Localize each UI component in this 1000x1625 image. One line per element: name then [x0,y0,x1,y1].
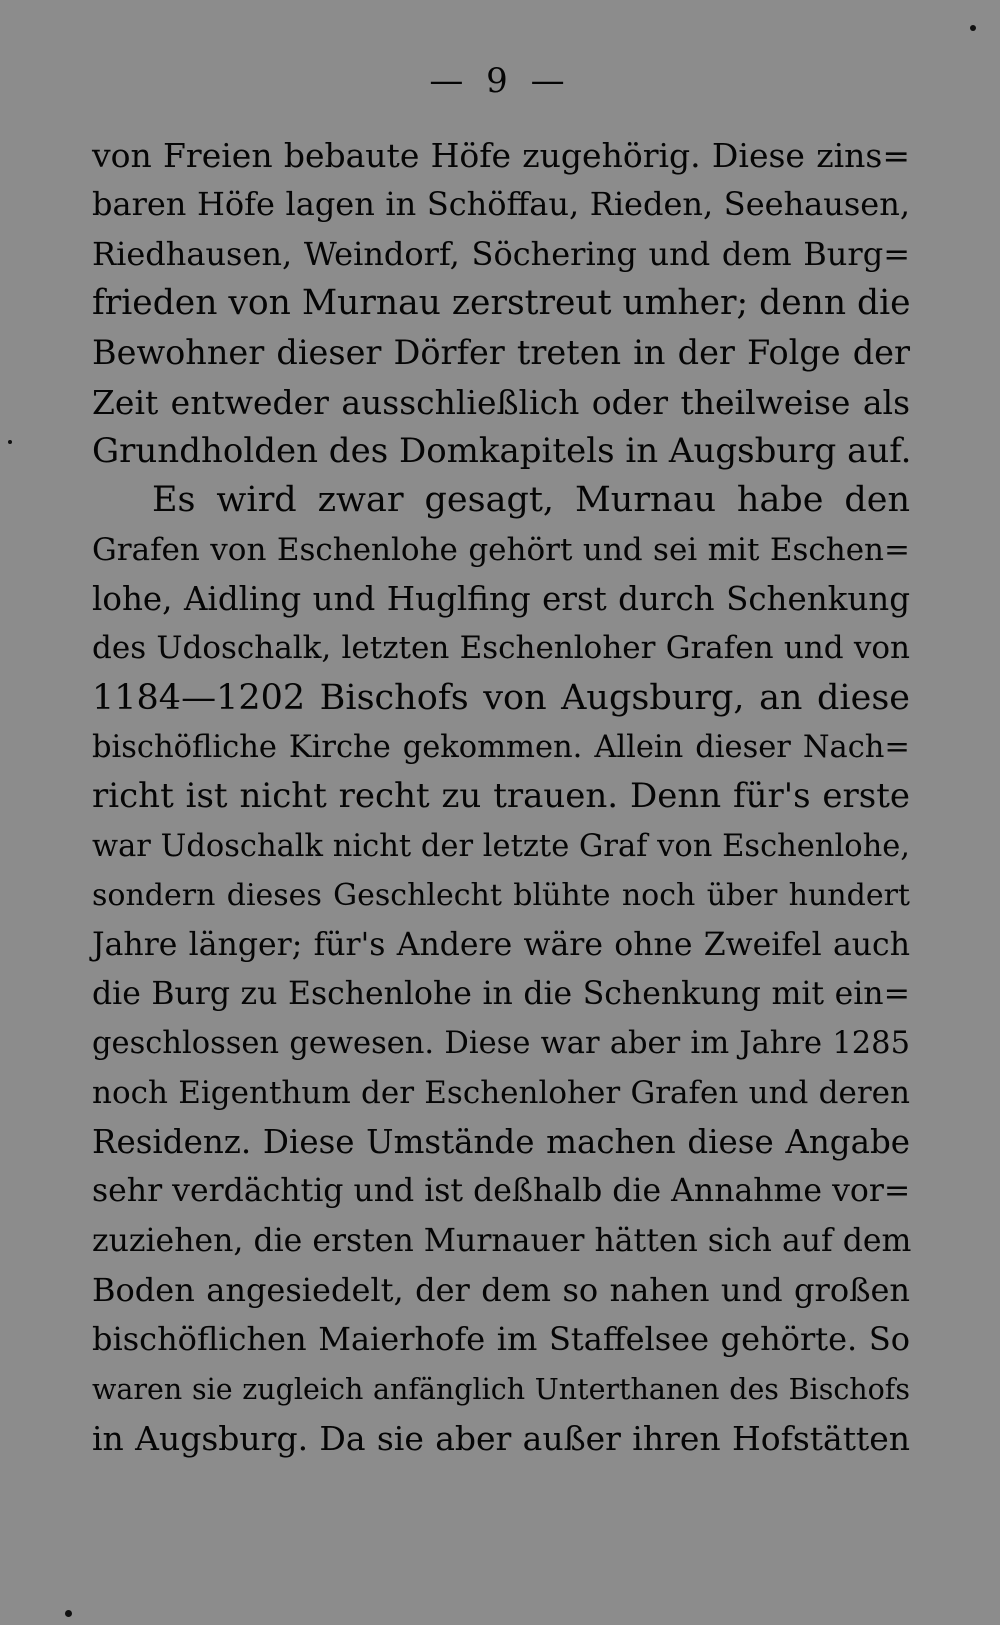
text-line: Riedhausen, Weindorf, Söchering und dem Burg= [92,234,910,273]
text-line: zuziehen, die ersten Murnauer hätten sich auf dem [92,1222,912,1259]
scan-speck [8,440,12,444]
text-line: die Burg zu Eschenlohe in die Schenkung mit ein= [92,975,910,1012]
body-text [92,131,910,1463]
text-line: bischöfliche Kirche gekommen. Allein dieser Nach= [92,730,910,766]
text-line: bischöflichen Maierhofe im Staffelsee gehörte. So [92,1320,910,1359]
text-line: Zeit entweder ausschließlich oder theilweise als [92,382,910,422]
page-number-header: — 9 — [429,61,571,101]
scan-speck [970,25,976,31]
text-line: Boden angesiedelt, der dem so nahen und großen [92,1270,910,1309]
text-line: sehr verdächtig und ist deßhalb die Annahme vor= [92,1173,911,1210]
text-line: war Udoschalk nicht der letzte Graf von Eschenlohe, [92,828,910,864]
text-line: waren sie zugleich anfänglich Unterthanen des Bischofs [92,1372,910,1406]
text-line: sondern dieses Geschlecht blühte noch über hundert [92,878,910,914]
text-line: von Freien bebaute Höfe zugehörig. Diese zins= [92,136,910,175]
text-line: Jahre länger; für's Andere wäre ohne Zweifel auch [92,926,910,963]
text-line: des Udoschalk, letzten Eschenloher Grafen und von [92,630,910,667]
text-line: 1184—1202 Bischofs von Augsburg, an diese [92,677,910,718]
text-line: frieden von Murnau zerstreut umher; denn die [92,283,911,324]
text-line: in Augsburg. Da sie aber außer ihren Hofstätten [92,1418,910,1458]
scan-speck [65,1610,72,1617]
text-line: Es wird zwar gesagt, Murnau habe den [152,480,910,521]
text-line: lohe, Aidling und Huglfing erst durch Schenkung [92,580,910,619]
text-line: baren Höfe lagen in Schöffau, Rieden, Seehausen, [92,185,910,224]
text-line: Residenz. Diese Umstände machen diese Angabe [92,1122,910,1161]
text-line: richt ist nicht recht zu trauen. Denn für's erste [92,776,910,817]
text-line: Grundholden des Domkapitels in Augsburg auf. [92,431,912,472]
text-line: Bewohner dieser Dörfer treten in der Folge der [92,333,910,373]
text-line: geschlossen gewesen. Diese war aber im Jahre 1285 [92,1026,910,1062]
text-line: Grafen von Eschenlohe gehört und sei mit Eschen= [92,531,910,568]
text-line: noch Eigenthum der Eschenloher Grafen und deren [92,1074,910,1111]
